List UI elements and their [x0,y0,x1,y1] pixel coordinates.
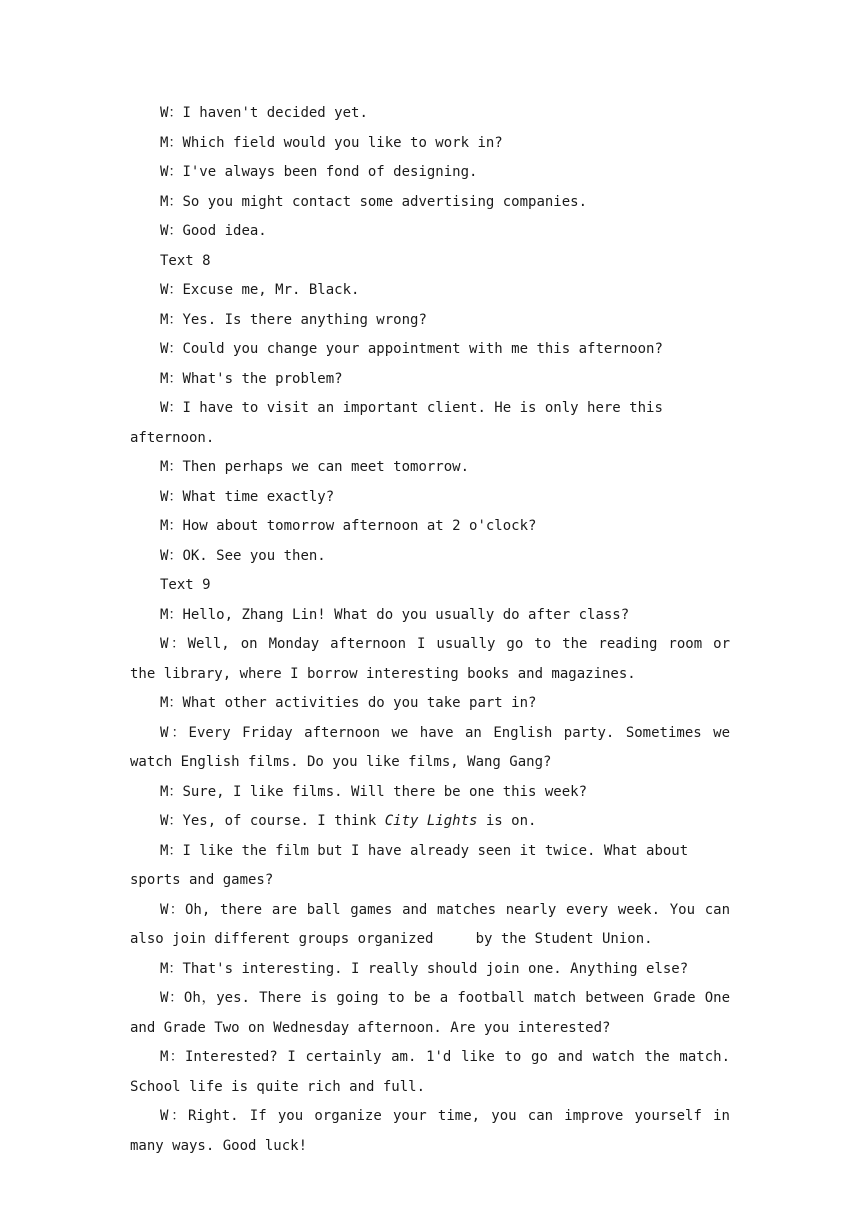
dialogue-text: What time exactly? [182,488,335,505]
dialogue-line [130,955,730,985]
speaker-label: W： [160,341,183,357]
speaker-label: W： [160,547,183,564]
dialogue-text: Oh, there are ball games and matches nearly every week. You can also join different groups organized by the Student Union. [130,901,739,947]
dialogue-line [130,542,730,572]
dialogue-text: I like the film but I have already seen it twice. What about sports and games? [130,842,697,888]
dialogue-text: Sure, I like films. Will there be one this week? [182,783,588,800]
dialogue-line [130,453,730,483]
speaker-label: W： [160,724,189,741]
film-title: City Lights [384,813,478,829]
dialogue-line [130,306,730,336]
dialogue-line [130,630,739,689]
speaker-label: W： [160,1108,188,1124]
speaker-label: M： [160,459,183,475]
speaker-label: M： [160,370,183,387]
dialogue-line [130,158,730,188]
speaker-label: M： [160,606,183,623]
speaker-label: W： [160,223,183,239]
speaker-label: M： [160,311,183,328]
dialogue-line [130,1102,739,1161]
speaker-label: W： [160,282,183,298]
dialogue-line [130,129,730,159]
speaker-label: M： [160,695,183,711]
dialogue-text: Yes, of course. I think [182,813,385,829]
dialogue-text: I have to visit an important client. He is only here this afternoon. [130,400,672,446]
speaker-label: M： [160,842,183,859]
dialogue-text: Which field would you like to work in? [182,134,503,151]
dialogue-text: Every Friday afternoon we have an English party. Sometimes we watch English films. Do you like films, Wang Gang? [130,724,739,770]
dialogue-text: What other activities do you take part in? [182,695,537,711]
dialogue-line [130,984,739,1043]
speaker-label: M： [160,783,183,800]
speaker-label: M： [160,960,183,977]
dialogue-line [130,778,730,808]
speaker-label: W： [160,901,185,918]
speaker-label: M： [160,1049,185,1065]
speaker-label: M： [160,134,183,151]
section-heading-label: Text 9 [160,577,211,593]
section-heading-text-8 [130,247,730,277]
dialogue-line [130,365,730,395]
dialogue-line [130,689,730,719]
speaker-label: M： [160,518,183,534]
dialogue-text: Well, on Monday afternoon I usually go to the reading room or the library, where I borrow interesting books and magazines. [130,636,739,682]
dialogue-text: That's interesting. I really should join one. Anything else? [182,960,689,977]
dialogue-line [130,1043,739,1102]
dialogue-line [130,512,730,542]
dialogue-line [130,483,730,513]
dialogue-text: I haven't decided yet. [182,105,368,121]
dialogue-text: Hello, Zhang Lin! What do you usually do after class? [182,606,630,623]
dialogue-line [130,276,730,306]
dialogue-line [130,601,730,631]
dialogue-text: Right. If you organize your time, you can improve yourself in many ways. Good luck! [130,1108,739,1154]
speaker-label: W： [160,488,183,505]
dialogue-text: Could you change your appointment with me this afternoon? [182,341,663,357]
dialogue-text: is on. [477,813,537,829]
speaker-label: W： [160,164,183,180]
dialogue-line [130,837,730,896]
dialogue-line [130,719,739,778]
dialogue-text: Good idea. [182,223,267,239]
dialogue-text: Oh，yes. There is going to be a football match between Grade One and Grade Two on Wednesday afternoon. Are you interested? [130,990,739,1036]
dialogue-line [130,217,730,247]
speaker-label: W： [160,105,183,121]
dialogue-text: Then perhaps we can meet tomorrow. [182,459,470,475]
dialogue-line [130,896,739,955]
dialogue-text: Yes. Is there anything wrong? [182,311,427,328]
dialogue-text: OK. See you then. [182,547,326,564]
dialogue-line [130,335,730,365]
dialogue-text: What's the problem? [182,370,343,387]
dialogue-text: I've always been fond of designing. [182,164,478,180]
dialogue-text: Interested? I certainly am. 1'd like to go and watch the match. School life is quite rich and full. [130,1049,739,1095]
speaker-label: W： [160,636,188,652]
dialogue-line [130,99,730,129]
dialogue-text: So you might contact some advertising companies. [182,193,588,210]
dialogue-line [130,394,730,453]
section-heading-label: Text 8 [160,252,211,269]
speaker-label: W： [160,400,183,416]
document-page [130,99,739,1161]
dialogue-text: How about tomorrow afternoon at 2 o'clock? [182,518,537,534]
dialogue-text: Excuse me, Mr. Black. [182,282,360,298]
dialogue-line [130,807,730,837]
section-heading-text-9 [130,571,730,601]
speaker-label: W： [160,990,184,1006]
speaker-label: W： [160,813,183,829]
dialogue-line [130,188,730,218]
speaker-label: M： [160,193,183,210]
